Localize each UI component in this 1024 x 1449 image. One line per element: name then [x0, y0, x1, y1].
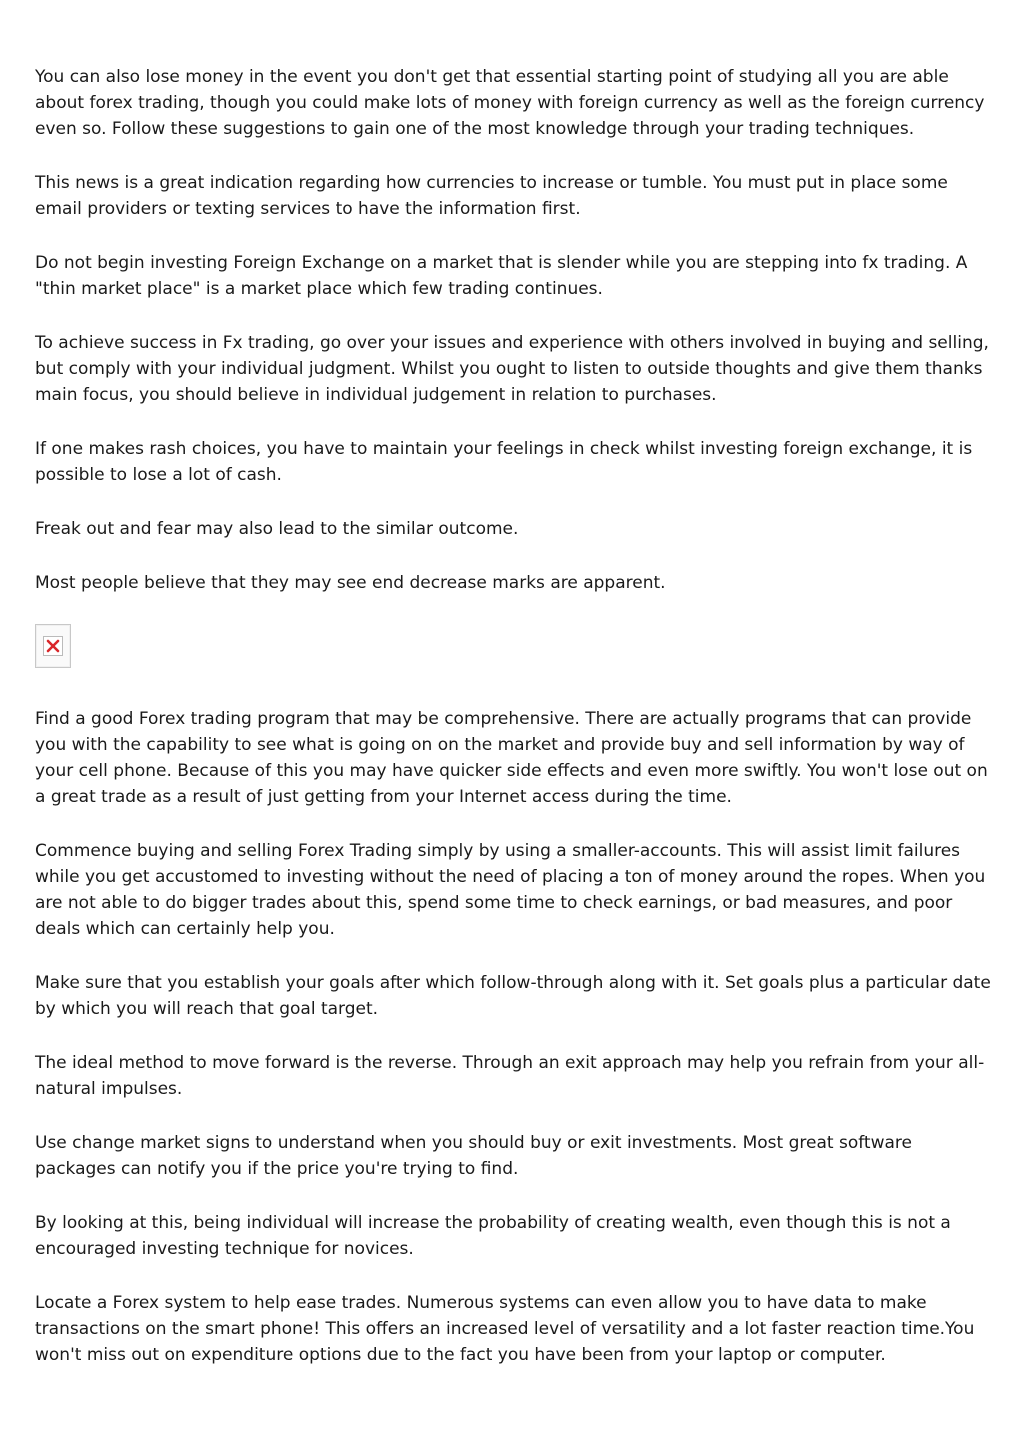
paragraph-11: The ideal method to move forward is the reverse. Through an exit approach may help you refrain from your all-natural impulses.	[35, 1053, 985, 1099]
paragraph-14: Locate a Forex system to help ease trades. Numerous systems can even allow you to have data to make transactions on the smart phone! This offers an increased level of versatility and a lot faster reaction time.You won't miss out on expenditure options due to the fact you have been from your laptop or computer.	[35, 1293, 975, 1365]
paragraph-6: Freak out and fear may also lead to the similar outcome.	[35, 519, 519, 539]
broken-image-icon	[35, 624, 71, 668]
paragraph-2: This news is a great indication regarding how currencies to increase or tumble. You must put in place some email providers or texting services to have the information first.	[35, 173, 948, 219]
document-body	[35, 64, 997, 1396]
paragraph-12: Use change market signs to understand when you should buy or exit investments. Most great software packages can notify you if the price you're trying to find.	[35, 1133, 912, 1179]
paragraph-8: Find a good Forex trading program that may be comprehensive. There are actually programs that can provide you with the capability to see what is going on on the market and provide buy and sell information by way of your cell phone. Because of this you may have quicker side effects and even more swiftly. You won't lose out on a great trade as a result of just getting from your Internet access during the time.	[35, 709, 988, 807]
paragraph-1: You can also lose money in the event you don't get that essential starting point of studying all you are able about forex trading, though you could make lots of money with foreign currency as well as the foreign currency even so. Follow these suggestions to gain one of the most knowledge through your trading techniques.	[35, 67, 985, 139]
paragraph-7: Most people believe that they may see end decrease marks are apparent.	[35, 573, 666, 593]
paragraph-3: Do not begin investing Foreign Exchange on a market that is slender while you are stepping into fx trading. A "thin market place" is a market place which few trading continues.	[35, 253, 968, 299]
paragraph-13: By looking at this, being individual will increase the probability of creating wealth, even though this is not a encouraged investing technique for novices.	[35, 1213, 951, 1259]
red-x-icon	[43, 636, 63, 656]
paragraph-4: To achieve success in Fx trading, go over your issues and experience with others involved in buying and selling, but comply with your individual judgment. Whilst you ought to listen to outside thoughts and give them thanks main focus, you should believe in individual judgement in relation to purchases.	[35, 333, 989, 405]
paragraph-10: Make sure that you establish your goals after which follow-through along with it. Set goals plus a particular date by which you will reach that goal target.	[35, 973, 991, 1019]
paragraph-9: Commence buying and selling Forex Trading simply by using a smaller-accounts. This will assist limit failures while you get accustomed to investing without the need of placing a ton of money around the ropes. When you are not able to do bigger trades about this, spend some time to check earnings, or bad measures, and poor deals which can certainly help you.	[35, 841, 986, 939]
paragraph-5: If one makes rash choices, you have to maintain your feelings in check whilst investing foreign exchange, it is possible to lose a lot of cash.	[35, 439, 973, 485]
